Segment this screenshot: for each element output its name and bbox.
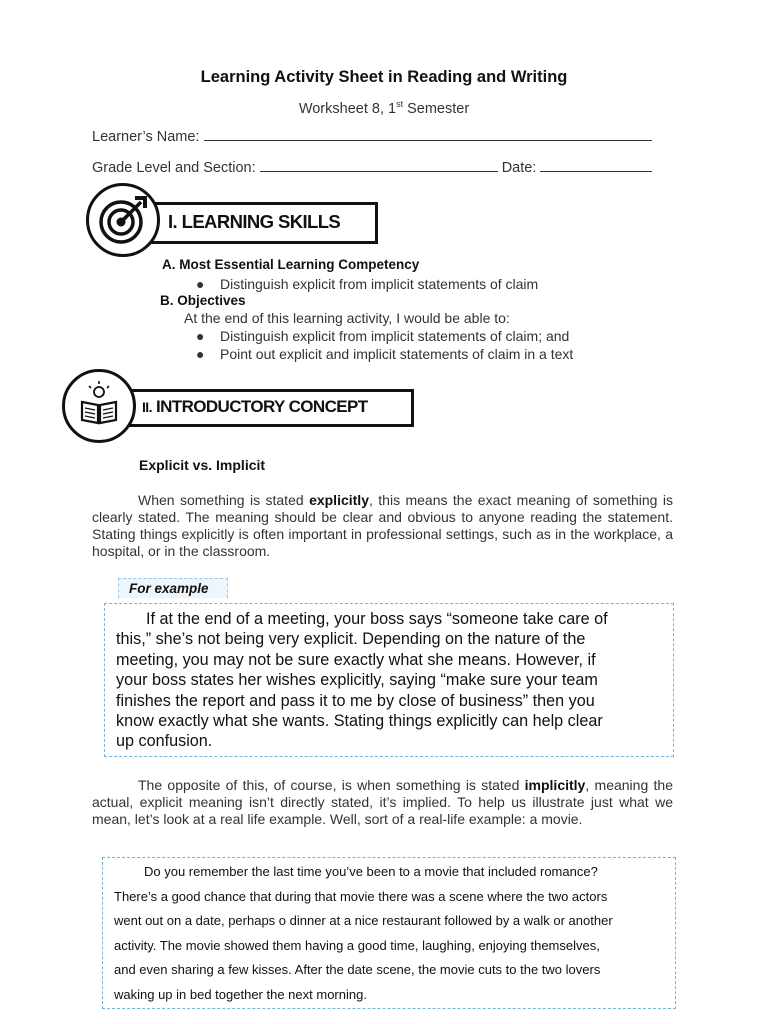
for-example-tab: For example (118, 578, 228, 598)
example-line: know exactly what she wants. Stating things explicitly can help clear (116, 712, 603, 731)
movie-line: Do you remember the last time you’ve been to a movie that included romance? (144, 864, 598, 879)
movie-line: went out on a date, perhaps o dinner at a nice restaurant followed by a walk or another (114, 913, 613, 929)
objective-bullet-text: Point out explicit and implicit statements of claim in a text (220, 346, 574, 362)
grade-section-label: Grade Level and Section: (92, 160, 256, 176)
movie-line: activity. The movie showed them having a good time, laughing, enjoying themselves, (114, 937, 600, 953)
keyword-implicitly: implicitly (524, 777, 586, 793)
movie-line: There’s a good chance that during that movie there was a scene where the two actors (114, 888, 608, 904)
date-field[interactable] (540, 159, 652, 172)
introductory-concept-heading (142, 397, 368, 417)
competency-heading: A. Most Essential Learning Competency (162, 257, 420, 272)
semester-label: Semester (403, 100, 470, 117)
ordinal-suffix: st (396, 99, 404, 109)
example-line: up confusion. (116, 732, 213, 751)
date-label: Date: (501, 160, 537, 176)
example-line: your boss states her wishes explicitly, saying “make sure your team (116, 671, 598, 690)
learner-name-row (92, 128, 652, 145)
grade-date-row (92, 159, 652, 176)
example-line: If at the end of a meeting, your boss says “someone take care of (146, 610, 608, 628)
objective-bullet-text: Distinguish explicit from implicit statements of claim; and (220, 328, 570, 344)
competency-bullet (196, 276, 538, 292)
keyword-explicitly: explicitly (309, 492, 369, 508)
objective-bullet-2 (196, 346, 573, 362)
paragraph-text: The opposite of this, of course, is when something is stated (138, 777, 525, 793)
example-text (116, 609, 672, 752)
section-number: II. (142, 399, 152, 415)
worksheet-subtitle (0, 99, 768, 117)
learning-skills-heading: I. LEARNING SKILLS (168, 211, 341, 232)
movie-example-box (102, 857, 676, 1009)
implicit-paragraph (92, 777, 673, 828)
topic-heading: Explicit vs. Implicit (139, 457, 266, 473)
paragraph-text: When something is stated (138, 492, 310, 508)
bullet-icon: ● (196, 346, 205, 362)
worksheet-number: Worksheet 8, 1 (298, 100, 397, 117)
objectives-heading: B. Objectives (160, 293, 246, 308)
open-book-lightbulb-icon (62, 369, 136, 443)
target-arrow-icon (86, 183, 160, 257)
objective-bullet-1 (196, 328, 569, 344)
movie-example-text (114, 860, 670, 1008)
movie-line: and even sharing a few kisses. After the date scene, the movie cuts to the two lovers (114, 962, 601, 978)
example-box (104, 603, 674, 757)
bullet-icon: ● (196, 328, 205, 344)
paragraph-text: , meaning the actual, explicit meaning isn’t directly stated, it’s implied. To help us illustrate just what we mean, let’s look at a real life example. Well, sort of a real-life example: a movie. (92, 777, 673, 827)
example-line: this,” she’s not being very explicit. Depending on the nature of the (116, 630, 586, 649)
bullet-icon: ● (196, 276, 205, 292)
page-title: Learning Activity Sheet in Reading and Writing (200, 68, 568, 86)
section-title: INTRODUCTORY CONCEPT (151, 397, 368, 416)
paragraph-text: , this means the exact meaning of something is clearly stated. The meaning should be clear and obvious to anyone reading the statement. Stating things explicitly is often important in professional settings, such as in the workplace, a hospital, or in the classroom. (92, 492, 673, 559)
example-line: meeting, you may not be sure exactly what she means. However, if (116, 650, 596, 669)
competency-bullet-text: Distinguish explicit from implicit statements of claim (220, 276, 539, 292)
movie-line: waking up in bed together the next morning. (114, 986, 367, 1002)
example-line: finishes the report and pass it to me by close of business” then you (116, 691, 595, 710)
learner-name-field[interactable] (204, 128, 652, 141)
grade-section-field[interactable] (260, 159, 498, 172)
objectives-intro: At the end of this learning activity, I would be able to: (184, 310, 510, 326)
explicit-paragraph (92, 492, 673, 560)
learner-name-label: Learner’s Name: (92, 129, 200, 145)
